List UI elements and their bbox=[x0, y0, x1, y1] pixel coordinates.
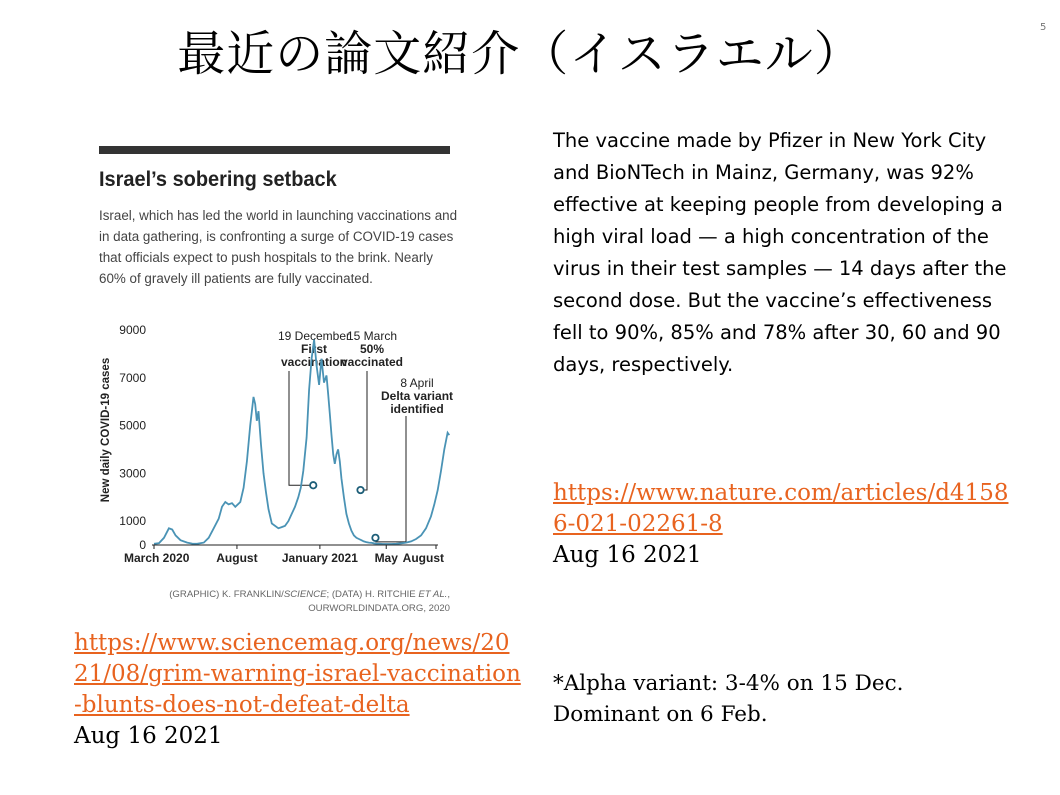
x-tick-label: March 2020 bbox=[124, 551, 190, 565]
slide-title: 最近の論文紹介（イスラエル） bbox=[177, 26, 863, 82]
chart-credit bbox=[110, 588, 450, 616]
y-axis-label-group bbox=[100, 358, 112, 502]
marker-point bbox=[310, 482, 316, 488]
y-tick-label: 7000 bbox=[119, 370, 146, 385]
chart-plot bbox=[92, 320, 458, 580]
y-tick-label: 1000 bbox=[119, 514, 146, 529]
marker-label-line: identified bbox=[390, 402, 444, 416]
nature-article-date: Aug 16 2021 bbox=[553, 542, 702, 568]
x-tick-label: August bbox=[216, 551, 258, 565]
alpha-variant-note bbox=[553, 668, 1023, 730]
chart-figure bbox=[92, 140, 458, 622]
chart-title: Israel’s sobering setback bbox=[99, 168, 337, 191]
x-tick-label: May bbox=[374, 551, 398, 565]
y-axis-ticks bbox=[119, 323, 146, 552]
credit-text-b: SCIENCE bbox=[283, 589, 327, 600]
x-tick-label: August bbox=[402, 551, 444, 565]
cases-series-line bbox=[154, 340, 449, 544]
credit-text-line2: OURWORLDINDATA.ORG, 2020 bbox=[308, 603, 450, 614]
y-tick-label: 3000 bbox=[119, 466, 146, 481]
credit-text-a: (GRAPHIC) K. FRANKLIN/ bbox=[169, 589, 284, 600]
science-reference bbox=[74, 628, 524, 752]
note-line-1: *Alpha variant: 3-4% on 15 Dec. bbox=[553, 671, 904, 696]
y-tick-label: 9000 bbox=[119, 323, 146, 337]
slide-number: 5 bbox=[1040, 22, 1047, 33]
marker-callout-line bbox=[361, 371, 367, 490]
figure-top-rule bbox=[99, 146, 450, 154]
note-line-2: Dominant on 6 Feb. bbox=[553, 702, 768, 727]
nature-article-link[interactable]: https://www.nature.com/articles/d41586-021-02261-8 bbox=[553, 480, 1009, 537]
science-article-link[interactable]: https://www.sciencemag.org/news/2021/08/grim-warning-israel-vaccination-blunts-does-not-defeat-delta bbox=[74, 630, 521, 718]
credit-text-d: ET AL. bbox=[418, 589, 448, 600]
marker-label-line: 19 December bbox=[277, 329, 351, 343]
y-axis-label: New daily COVID-19 cases bbox=[100, 357, 112, 503]
marker-callouts bbox=[278, 329, 453, 542]
marker-label-line: vaccination bbox=[280, 355, 348, 369]
credit-text-c: ; (DATA) H. RITCHIE bbox=[326, 589, 419, 600]
marker-point bbox=[357, 487, 363, 493]
marker-label-line: vaccinated bbox=[340, 355, 404, 369]
nature-reference bbox=[553, 478, 1023, 571]
marker-points bbox=[310, 482, 379, 541]
marker-label-line: Delta variant bbox=[380, 389, 454, 403]
science-article-date: Aug 16 2021 bbox=[74, 723, 223, 749]
x-axis-ticks bbox=[124, 545, 444, 565]
y-tick-label: 0 bbox=[139, 538, 146, 552]
chart-description: Israel, which has led the world in launching vaccinations and in data gathering, is confronting a surge of COVID-19 cases that officials expect to push hospitals to the brink. Nearly 60% of gravely ill patients are fully vaccinated. bbox=[99, 208, 458, 286]
x-tick-label: January 2021 bbox=[281, 551, 358, 565]
credit-text-e: , bbox=[447, 589, 450, 600]
y-tick-label: 5000 bbox=[119, 418, 146, 433]
marker-label-line: 15 March bbox=[346, 329, 398, 343]
marker-callout-line bbox=[375, 416, 406, 542]
marker-point bbox=[372, 535, 378, 541]
marker-label-line: 8 April bbox=[400, 376, 434, 390]
marker-label-line: First bbox=[300, 342, 328, 356]
marker-label-line: 50% bbox=[359, 342, 385, 356]
summary-paragraph: The vaccine made by Pfizer in New York City and BioNTech in Mainz, Germany, was 92% effective at keeping people from developing a high viral load — a high concentration of the virus in their test samples — 14 days after the second dose. But the vaccine’s effectiveness fell to 90%, 85% and 78% after 30, 60 and 90 days, respectively. bbox=[553, 129, 1007, 376]
